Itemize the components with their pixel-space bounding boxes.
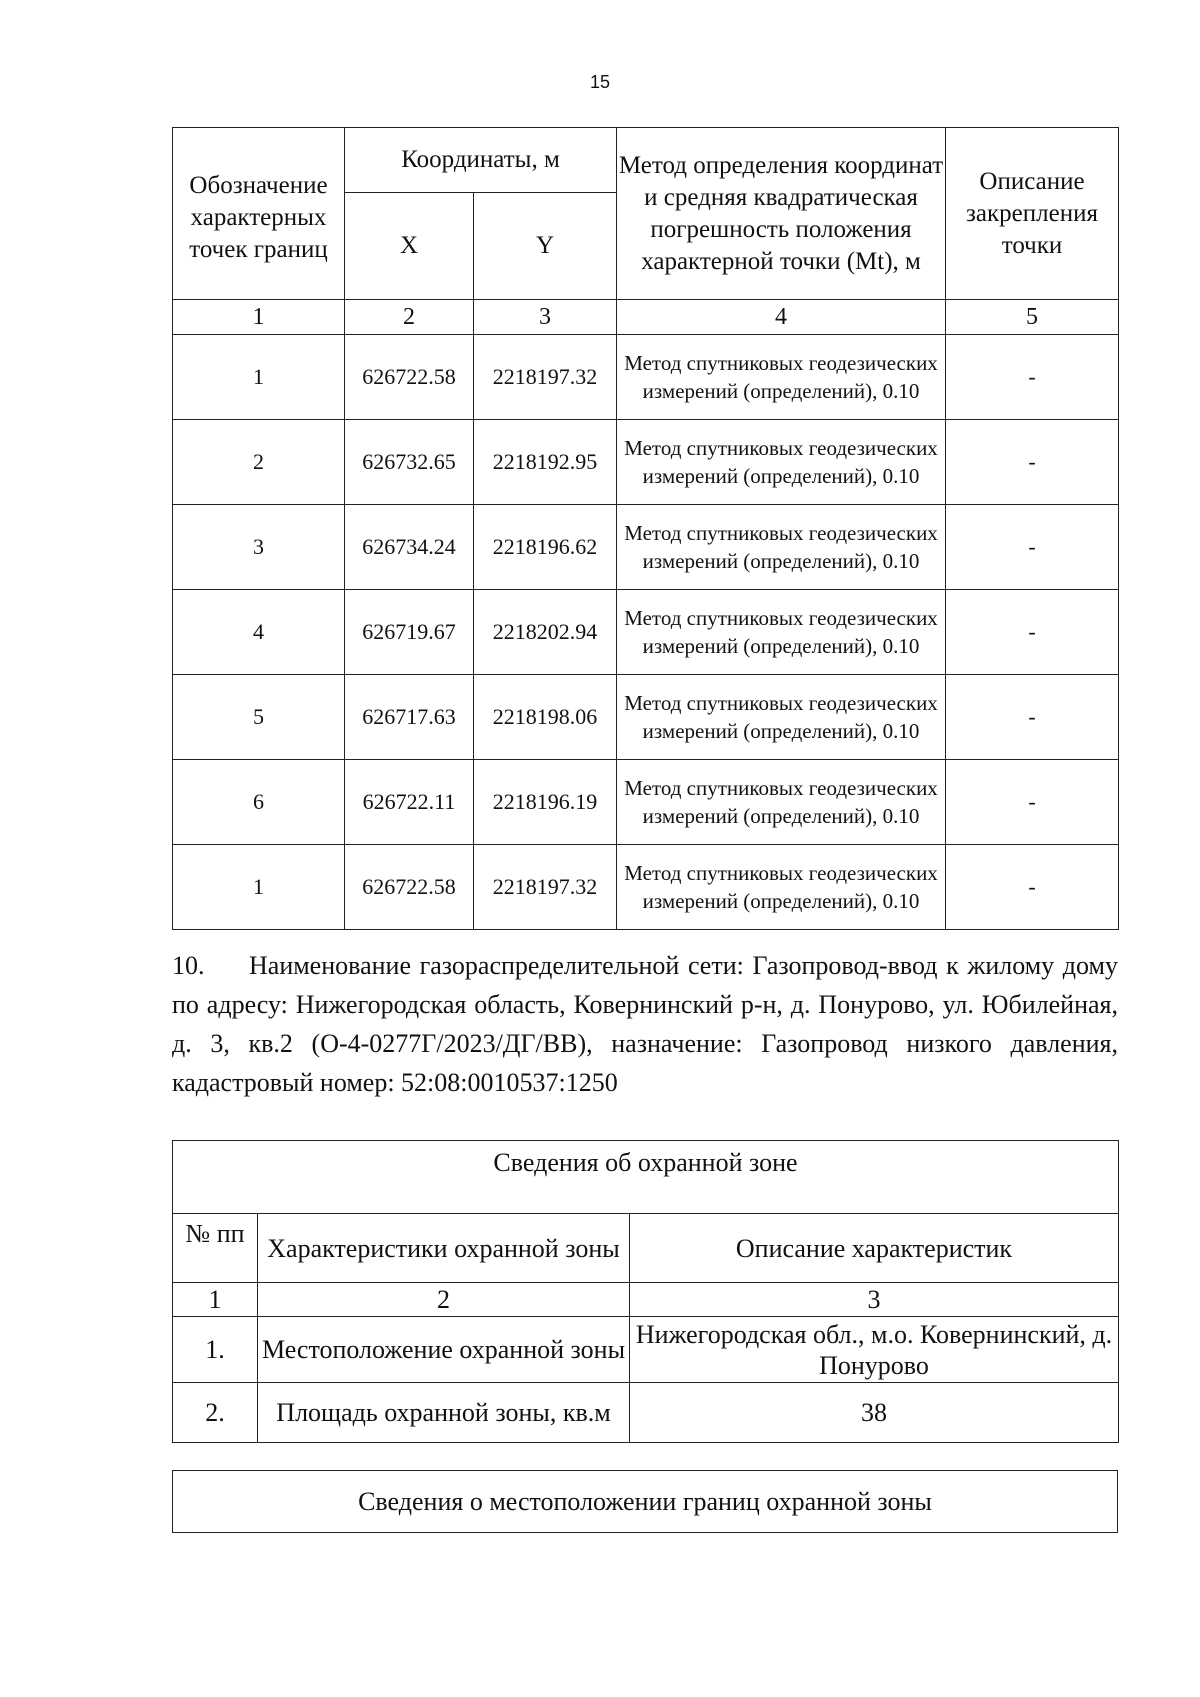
characteristic-name: Площадь охранной зоны, кв.м xyxy=(258,1383,630,1443)
boundaries-table xyxy=(172,1470,1118,1533)
point-number: 2 xyxy=(173,420,345,505)
x-coordinate: 626722.11 xyxy=(345,760,474,845)
y-coordinate: 2218197.32 xyxy=(474,335,617,420)
section-number: 10. xyxy=(172,951,205,980)
coordinates-table xyxy=(172,127,1119,930)
point-description: - xyxy=(946,590,1119,675)
characteristic-value: 38 xyxy=(630,1383,1119,1443)
x-coordinate: 626717.63 xyxy=(345,675,474,760)
point-number: 4 xyxy=(173,590,345,675)
method-cell: Метод спутниковых геодезических измерений (определений), 0.10 xyxy=(617,505,946,590)
table-row xyxy=(173,505,1119,590)
y-coordinate: 2218192.95 xyxy=(474,420,617,505)
column-number: 3 xyxy=(474,300,617,335)
header-y: Y xyxy=(474,192,617,299)
characteristic-value: Нижегородская обл., м.о. Ковернинский, д. Понурово xyxy=(630,1317,1119,1383)
zone-table-title: Сведения об охранной зоне xyxy=(173,1141,1119,1214)
method-cell: Метод спутниковых геодезических измерений (определений), 0.10 xyxy=(617,675,946,760)
header-coordinates: Координаты, м xyxy=(345,128,617,193)
y-coordinate: 2218202.94 xyxy=(474,590,617,675)
method-cell: Метод спутниковых геодезических измерений (определений), 0.10 xyxy=(617,760,946,845)
point-number: 3 xyxy=(173,505,345,590)
header-description: Описание закрепления точки xyxy=(946,128,1119,300)
header-x: X xyxy=(345,192,474,299)
characteristic-name: Местоположение охранной зоны xyxy=(258,1317,630,1383)
y-coordinate: 2218198.06 xyxy=(474,675,617,760)
table-row xyxy=(173,675,1119,760)
point-description: - xyxy=(946,420,1119,505)
point-description: - xyxy=(946,335,1119,420)
column-number: 3 xyxy=(630,1283,1119,1317)
x-coordinate: 626722.58 xyxy=(345,845,474,930)
table-row xyxy=(173,760,1119,845)
row-number: 1. xyxy=(173,1317,258,1383)
point-description: - xyxy=(946,845,1119,930)
section-paragraph xyxy=(172,946,1118,1102)
y-coordinate: 2218197.32 xyxy=(474,845,617,930)
point-description: - xyxy=(946,760,1119,845)
column-number: 2 xyxy=(258,1283,630,1317)
boundaries-title: Сведения о местоположении границ охранной зоны xyxy=(173,1471,1118,1533)
table-row xyxy=(173,590,1119,675)
point-number: 5 xyxy=(173,675,345,760)
column-number: 5 xyxy=(946,300,1119,335)
table-row xyxy=(173,335,1119,420)
x-coordinate: 626734.24 xyxy=(345,505,474,590)
column-number: 2 xyxy=(345,300,474,335)
point-description: - xyxy=(946,675,1119,760)
header-designation: Обозначение характерных точек границ xyxy=(173,128,345,300)
x-coordinate: 626719.67 xyxy=(345,590,474,675)
point-number: 6 xyxy=(173,760,345,845)
method-cell: Метод спутниковых геодезических измерений (определений), 0.10 xyxy=(617,590,946,675)
point-description: - xyxy=(946,505,1119,590)
section-text: Наименование газораспределительной сети: Газопровод-ввод к жилому дому по адресу: Нижегородская область, Ковернинский р-н, д. Понурово, ул. Юбилейная, д. 3, кв.2 (О-4-0277Г/2023/ДГ/ВВ), назначение: Газопровод низкого давления, кадастровый номер: 52:08:0010537:1250 xyxy=(172,951,1118,1097)
table-row xyxy=(173,1383,1119,1443)
table-row xyxy=(173,1317,1119,1383)
table-row xyxy=(173,420,1119,505)
table-row xyxy=(173,845,1119,930)
column-number: 4 xyxy=(617,300,946,335)
point-number: 1 xyxy=(173,845,345,930)
header-row-number: № пп xyxy=(173,1214,258,1283)
column-number: 1 xyxy=(173,1283,258,1317)
method-cell: Метод спутниковых геодезических измерений (определений), 0.10 xyxy=(617,845,946,930)
page-number: 15 xyxy=(589,72,611,92)
y-coordinate: 2218196.19 xyxy=(474,760,617,845)
row-number: 2. xyxy=(173,1383,258,1443)
method-cell: Метод спутниковых геодезических измерений (определений), 0.10 xyxy=(617,335,946,420)
protective-zone-table xyxy=(172,1140,1119,1443)
column-number: 1 xyxy=(173,300,345,335)
point-number: 1 xyxy=(173,335,345,420)
method-cell: Метод спутниковых геодезических измерений (определений), 0.10 xyxy=(617,420,946,505)
header-characteristic: Характеристики охранной зоны xyxy=(258,1214,630,1283)
y-coordinate: 2218196.62 xyxy=(474,505,617,590)
x-coordinate: 626732.65 xyxy=(345,420,474,505)
header-characteristic-description: Описание характеристик xyxy=(630,1214,1119,1283)
x-coordinate: 626722.58 xyxy=(345,335,474,420)
header-method: Метод определения координат и средняя квадратическая погрешность положения характерной точки (Mt), м xyxy=(617,128,946,300)
